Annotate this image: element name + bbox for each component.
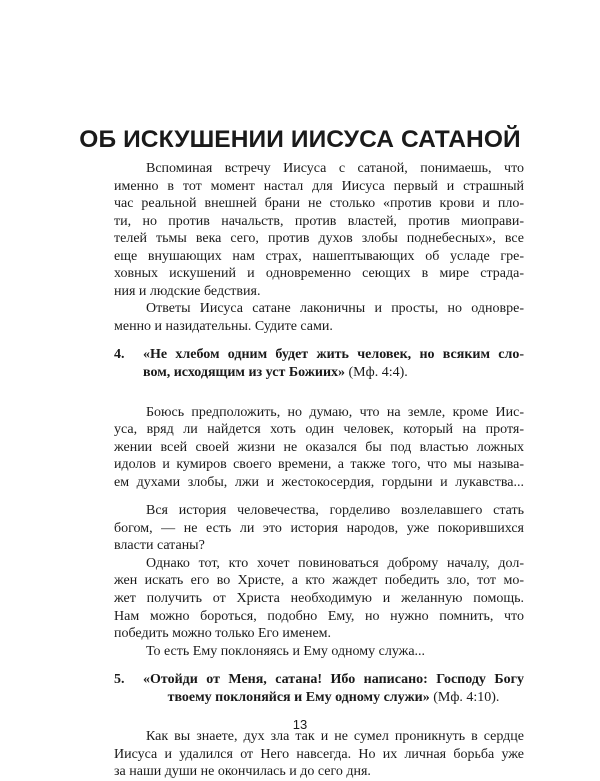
quote-text: вом, исходящим из уст Божиих» bbox=[143, 364, 346, 380]
paragraph-7 bbox=[114, 728, 524, 781]
text-line: Нам можно бороться, подобно Ему, но нужно помнить, что bbox=[114, 608, 524, 624]
quote-line bbox=[143, 689, 524, 707]
text-line: Иисуса и удалился от Него навсегда. Но их личная борьба уже bbox=[114, 746, 524, 762]
text-line: именно в тот момент настал для Иисуса первый и страшный bbox=[114, 178, 524, 194]
quote-text: «Не хлебом одним будет жить человек, но всяким сло- bbox=[143, 347, 524, 363]
quote-line bbox=[143, 364, 524, 382]
text-line: еще внушающих нам страх, нашептывающих об усладе гре- bbox=[114, 248, 524, 264]
text-line: богом, — не есть ли это история народов, уже покорившихся bbox=[114, 520, 524, 536]
text-line: Вся история человечества, горделиво возлелавшего стать bbox=[146, 503, 524, 519]
text-line: жет получить от Христа необходимую и желанную помощь. bbox=[114, 590, 524, 606]
paragraph-4 bbox=[114, 502, 524, 555]
item-number-4: 4. bbox=[114, 347, 125, 363]
text-line: Вспоминая встречу Иисуса с сатаной, понимаешь, что bbox=[146, 161, 524, 176]
text-line: То есть Ему поклоняясь и Ему одному служа... bbox=[146, 643, 426, 659]
text-line: ховных искушений и одновременно сеющих в мире страда- bbox=[114, 266, 524, 282]
scripture-quote-4 bbox=[143, 346, 524, 381]
quote-text: твоему поклоняйся и Ему одному служи» bbox=[167, 689, 430, 705]
text-line: менно и назидательны. Судите сами. bbox=[114, 318, 333, 334]
page-number: 13 bbox=[292, 717, 308, 732]
text-line: Как вы знаете, дух зла так и не сумел проникнуть в сердце bbox=[146, 729, 524, 745]
text-line: за наши души не окончилась и до сего дня. bbox=[114, 764, 371, 780]
scripture-reference: (Мф. 4:10). bbox=[429, 689, 500, 705]
text-line: ти, но против начальств, против властей, против миоправи- bbox=[114, 213, 524, 229]
scripture-quote-5 bbox=[143, 671, 524, 706]
paragraph-3 bbox=[114, 404, 524, 492]
paragraph-5 bbox=[114, 555, 524, 643]
item-number-5: 5. bbox=[114, 672, 125, 688]
text-line: ния и людские бедствия. bbox=[114, 283, 261, 299]
text-line: ем духами злобы, лжи и жестокосердия, гордыни и лукавства... bbox=[114, 474, 524, 490]
text-line: час реальной внешней брани не столько «против крови и пло- bbox=[114, 196, 524, 212]
text-line: Боюсь предположить, но думаю, что на земле, кроме Иис- bbox=[146, 404, 524, 420]
paragraph-6 bbox=[114, 643, 524, 661]
scripture-reference: (Мф. 4:4). bbox=[345, 364, 408, 380]
text-line: победить можно только Его именем. bbox=[114, 626, 332, 642]
text-line: телей тьмы века сего, против духов злобы поднебесных», все bbox=[114, 231, 524, 247]
quote-line bbox=[143, 671, 524, 689]
paragraph-1 bbox=[114, 160, 524, 300]
text-line: власти сатаны? bbox=[114, 538, 205, 554]
quote-text: «Отойди от Меня, сатана! Ибо написано: Господу Богу bbox=[143, 672, 524, 688]
text-line: идолов и кумиров своего времени, а также того, что мы называ- bbox=[114, 457, 524, 473]
chapter-title: ОБ ИСКУШЕНИИ ИИСУСА САТАНОЙ bbox=[79, 126, 521, 153]
paragraph-2 bbox=[114, 300, 524, 335]
text-line: Однако тот, кто хочет повиноваться доброму началу, дол- bbox=[146, 555, 524, 571]
text-line: Ответы Иисуса сатане лаконичны и просты, но одновре- bbox=[146, 301, 524, 317]
text-line: жении всей своей жизни не оказался бы под властью ложных bbox=[114, 439, 524, 455]
text-line: уса, вряд ли найдется хоть один человек, который на протя- bbox=[114, 422, 524, 438]
text-line: жен искать его во Христе, а кто жаждет победить зло, тот мо- bbox=[114, 573, 524, 589]
quote-line bbox=[143, 346, 524, 364]
